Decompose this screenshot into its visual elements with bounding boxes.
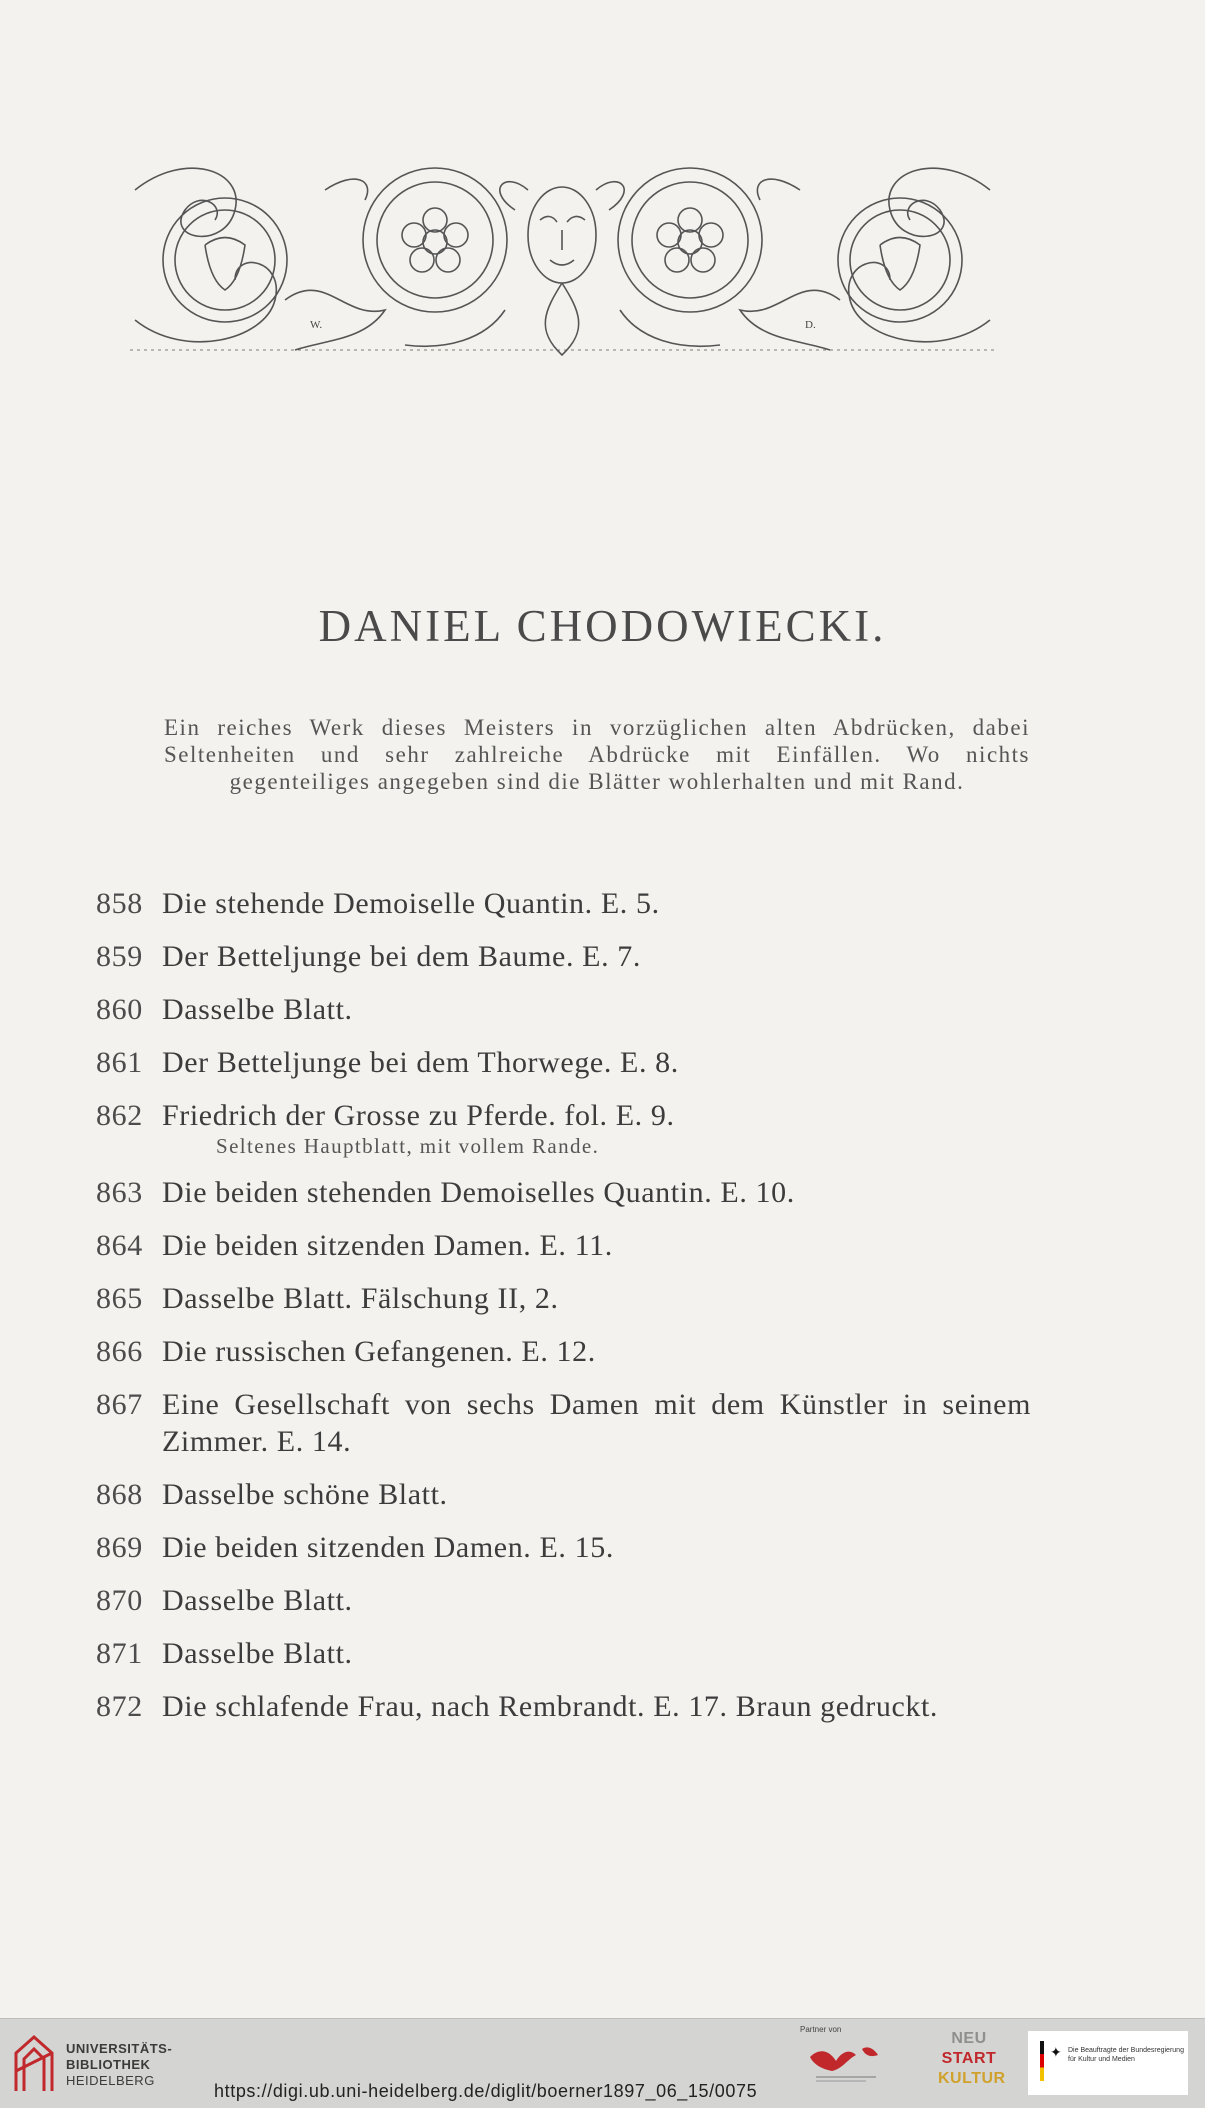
- neustart-kultur-logo[interactable]: NEU START KULTUR: [938, 2030, 1006, 2087]
- library-name: UNIVERSITÄTS- BIBLIOTHEK HEIDELBERG: [66, 2041, 173, 2088]
- catalog-entry: [96, 885, 1031, 922]
- catalog-entry: [96, 991, 1031, 1028]
- partner-bird-logo[interactable]: [806, 2039, 886, 2085]
- entry-number: 863: [96, 1176, 143, 1209]
- entry-text: Die beiden sitzenden Damen. E. 11.: [162, 1229, 613, 1262]
- entry-number: 858: [96, 887, 143, 920]
- entry-text: Der Betteljunge bei dem Baume. E. 7.: [162, 940, 641, 973]
- catalog-entry: [96, 1476, 1031, 1513]
- entry-number: 869: [96, 1531, 143, 1564]
- university-library-logo[interactable]: [12, 2033, 56, 2093]
- german-flag-icon: [1040, 2041, 1044, 2081]
- ornamental-headpiece: [125, 150, 1000, 362]
- catalog-entry: [96, 1174, 1031, 1211]
- entry-text: Der Betteljunge bei dem Thorwege. E. 8.: [162, 1046, 679, 1079]
- page-title: DANIEL CHODOWIECKI.: [318, 601, 887, 651]
- entry-text: Die stehende Demoiselle Quantin. E. 5.: [162, 887, 660, 920]
- entry-number: 862: [96, 1099, 143, 1132]
- entry-number: 871: [96, 1637, 143, 1670]
- entry-number: 859: [96, 940, 143, 973]
- entry-number: 868: [96, 1478, 143, 1511]
- entry-number: 867: [96, 1388, 143, 1421]
- entry-text: Die beiden stehenden Demoiselles Quantin. E. 10.: [162, 1176, 795, 1209]
- catalog-entry: [96, 1044, 1031, 1081]
- viewer-footer: [0, 2018, 1205, 2108]
- entry-number: 866: [96, 1335, 143, 1368]
- catalog-entry: [96, 1280, 1031, 1317]
- entry-text: Friedrich der Grosse zu Pferde. fol. E. 9.: [162, 1099, 675, 1132]
- entry-number: 865: [96, 1282, 143, 1315]
- entry-text: Die russischen Gefangenen. E. 12.: [162, 1335, 596, 1368]
- ornament-letter-left: W.: [310, 319, 323, 331]
- partner-label: Partner von: [800, 2025, 842, 2034]
- bkm-logo[interactable]: [1028, 2031, 1188, 2095]
- catalog-entry: [96, 1333, 1031, 1370]
- entry-text: Dasselbe Blatt.: [162, 1584, 353, 1617]
- bkm-text: Die Beauftragte der Bundesregierung für Kultur und Medien: [1068, 2047, 1184, 2063]
- catalog-entry: [96, 1582, 1031, 1619]
- entry-text: Die beiden sitzenden Damen. E. 15.: [162, 1531, 614, 1564]
- entry-text: Dasselbe Blatt.: [162, 993, 353, 1026]
- catalog-entry: [96, 1386, 1031, 1460]
- entry-number: 860: [96, 993, 143, 1026]
- entry-text: Dasselbe schöne Blatt.: [162, 1478, 448, 1511]
- catalog-entry: [96, 1529, 1031, 1566]
- catalog-entry: [96, 938, 1031, 975]
- catalog-entry: [96, 1688, 1031, 1725]
- catalog-entry: [96, 1227, 1031, 1264]
- entry-text: Dasselbe Blatt. Fälschung II, 2.: [162, 1282, 559, 1315]
- ornament-letter-right: D.: [805, 319, 816, 331]
- entry-number: 870: [96, 1584, 143, 1617]
- entry-number: 872: [96, 1690, 143, 1723]
- document-url[interactable]: https://digi.ub.uni-heidelberg.de/diglit/boerner1897_06_15/0075: [214, 2081, 758, 2101]
- catalog-entry: [96, 1635, 1031, 1672]
- entry-number: 861: [96, 1046, 143, 1079]
- catalog-entries: [96, 885, 1031, 1741]
- catalog-entry: [96, 1097, 1031, 1158]
- entry-text: Die schlafende Frau, nach Rembrandt. E. 17. Braun gedruckt.: [162, 1690, 938, 1723]
- entry-note: Seltenes Hauptblatt, mit vollem Rande.: [216, 1134, 600, 1158]
- entry-text: Eine Gesellschaft von sechs Damen mit dem Künstler in seinem Zimmer. E. 14.: [162, 1388, 1031, 1458]
- entry-text: Dasselbe Blatt.: [162, 1637, 353, 1670]
- entry-number: 864: [96, 1229, 143, 1262]
- intro-paragraph: Ein reiches Werk dieses Meisters in vorzüglichen alten Abdrücken, dabei Seltenheiten und sehr zahlreiche Abdrücke mit Einfällen. Wo nichts gegenteiliges angegeben sind die Blätter wohlerhalten und mit Rand.: [164, 715, 1030, 794]
- eagle-icon: ✦: [1050, 2045, 1062, 2061]
